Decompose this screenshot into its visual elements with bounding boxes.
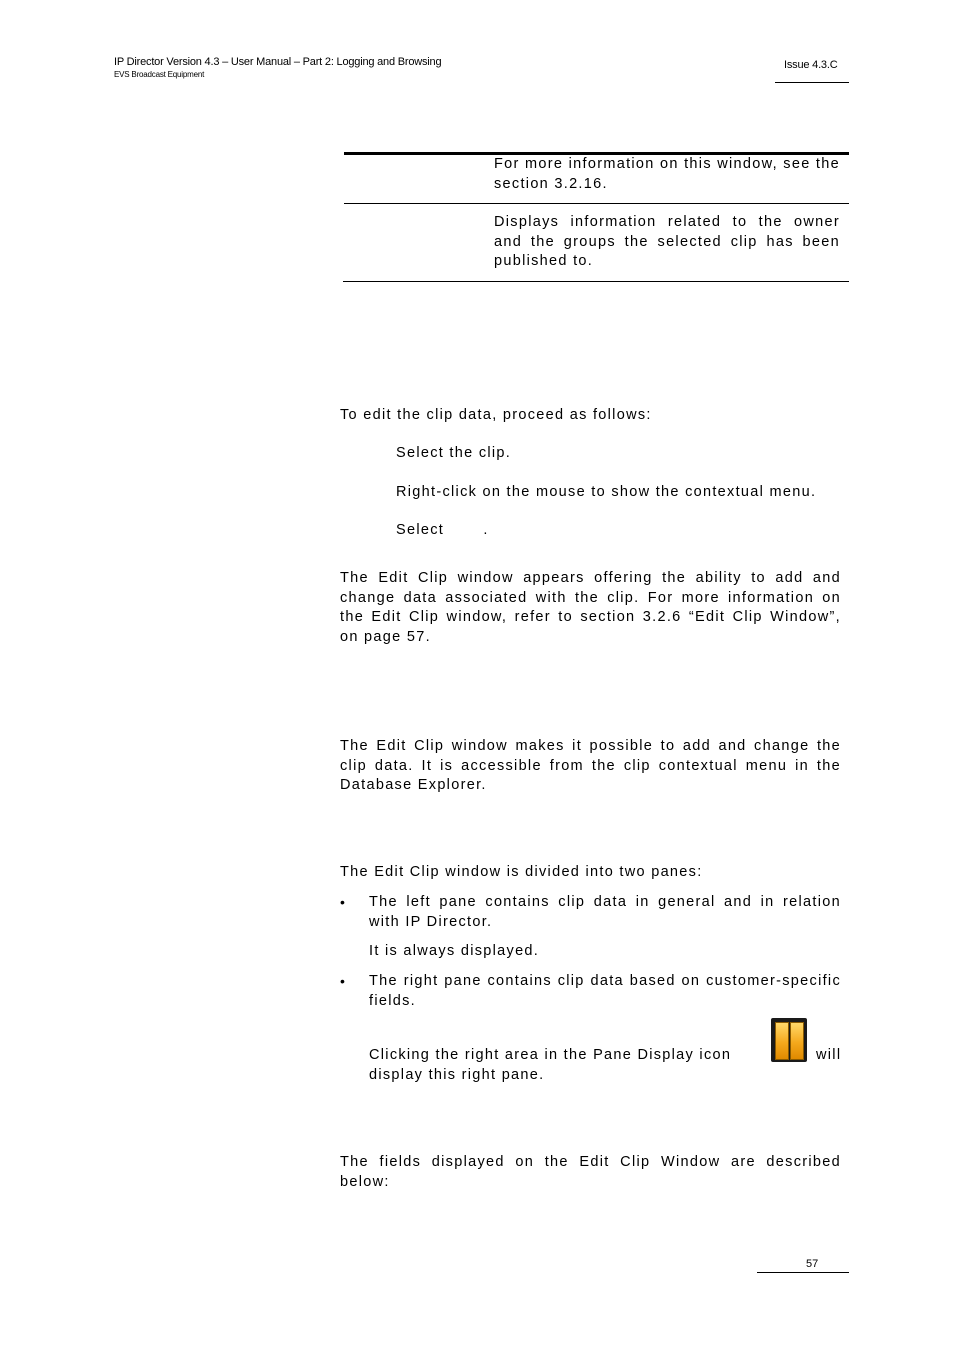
bullet-marker-1: • bbox=[340, 894, 345, 910]
table-row-divider bbox=[344, 203, 849, 204]
panes-intro: The Edit Clip window is divided into two panes: bbox=[340, 864, 703, 880]
procedure-step-3: Select . bbox=[396, 522, 489, 538]
bullet-marker-2: • bbox=[340, 973, 345, 989]
procedure-step-2: Right-click on the mouse to show the contextual menu. bbox=[396, 484, 817, 500]
bullet-left-pane-note: It is always displayed. bbox=[369, 943, 540, 959]
bullet-right-pane-note-lead: Clicking the right area in the Pane Display icon bbox=[369, 1047, 732, 1063]
bullet-right-pane-note-end: display this right pane. bbox=[369, 1067, 545, 1083]
bullet-right-pane: The right pane contains clip data based on customer-specific fields. bbox=[369, 973, 841, 1009]
fields-intro: The fields displayed on the Edit Clip Window are described below: bbox=[340, 1154, 841, 1190]
edit-clip-overview: The Edit Clip window makes it possible to add and change the clip data. It is accessible from the clip contextual menu in the Database Explorer. bbox=[340, 738, 841, 793]
table-cell-description-1: For more information on this window, see the section 3.2.16. bbox=[494, 156, 840, 192]
pane-display-left-bar bbox=[775, 1022, 789, 1060]
table-bottom-rule bbox=[343, 281, 849, 282]
company-name: EVS Broadcast Equipment bbox=[114, 70, 205, 79]
page-header bbox=[114, 57, 441, 79]
pane-display-icon bbox=[771, 1018, 807, 1062]
table-cell-description-2: Displays information related to the owner and the groups the selected clip has been published to. bbox=[494, 214, 840, 269]
bullet-left-pane: The left pane contains clip data in general and in relation with IP Director. bbox=[369, 894, 841, 930]
procedure-result: The Edit Clip window appears offering the ability to add and change data associated with the clip. For more information on the Edit Clip window, refer to section 3.2.6 “Edit Clip Window”, on page 57. bbox=[340, 570, 841, 645]
manual-title: IP Director Version 4.3 – User Manual – Part 2: Logging and Browsing bbox=[114, 56, 442, 68]
pane-display-right-bar bbox=[790, 1022, 804, 1060]
footer-rule bbox=[757, 1272, 849, 1273]
issue-label: Issue 4.3.C bbox=[784, 59, 838, 71]
page-number: 57 bbox=[806, 1258, 819, 1270]
bullet-right-pane-note-will: will bbox=[816, 1047, 842, 1063]
procedure-step-1: Select the clip. bbox=[396, 445, 512, 461]
procedure-intro: To edit the clip data, proceed as follows: bbox=[340, 407, 652, 423]
header-rule bbox=[775, 82, 849, 83]
